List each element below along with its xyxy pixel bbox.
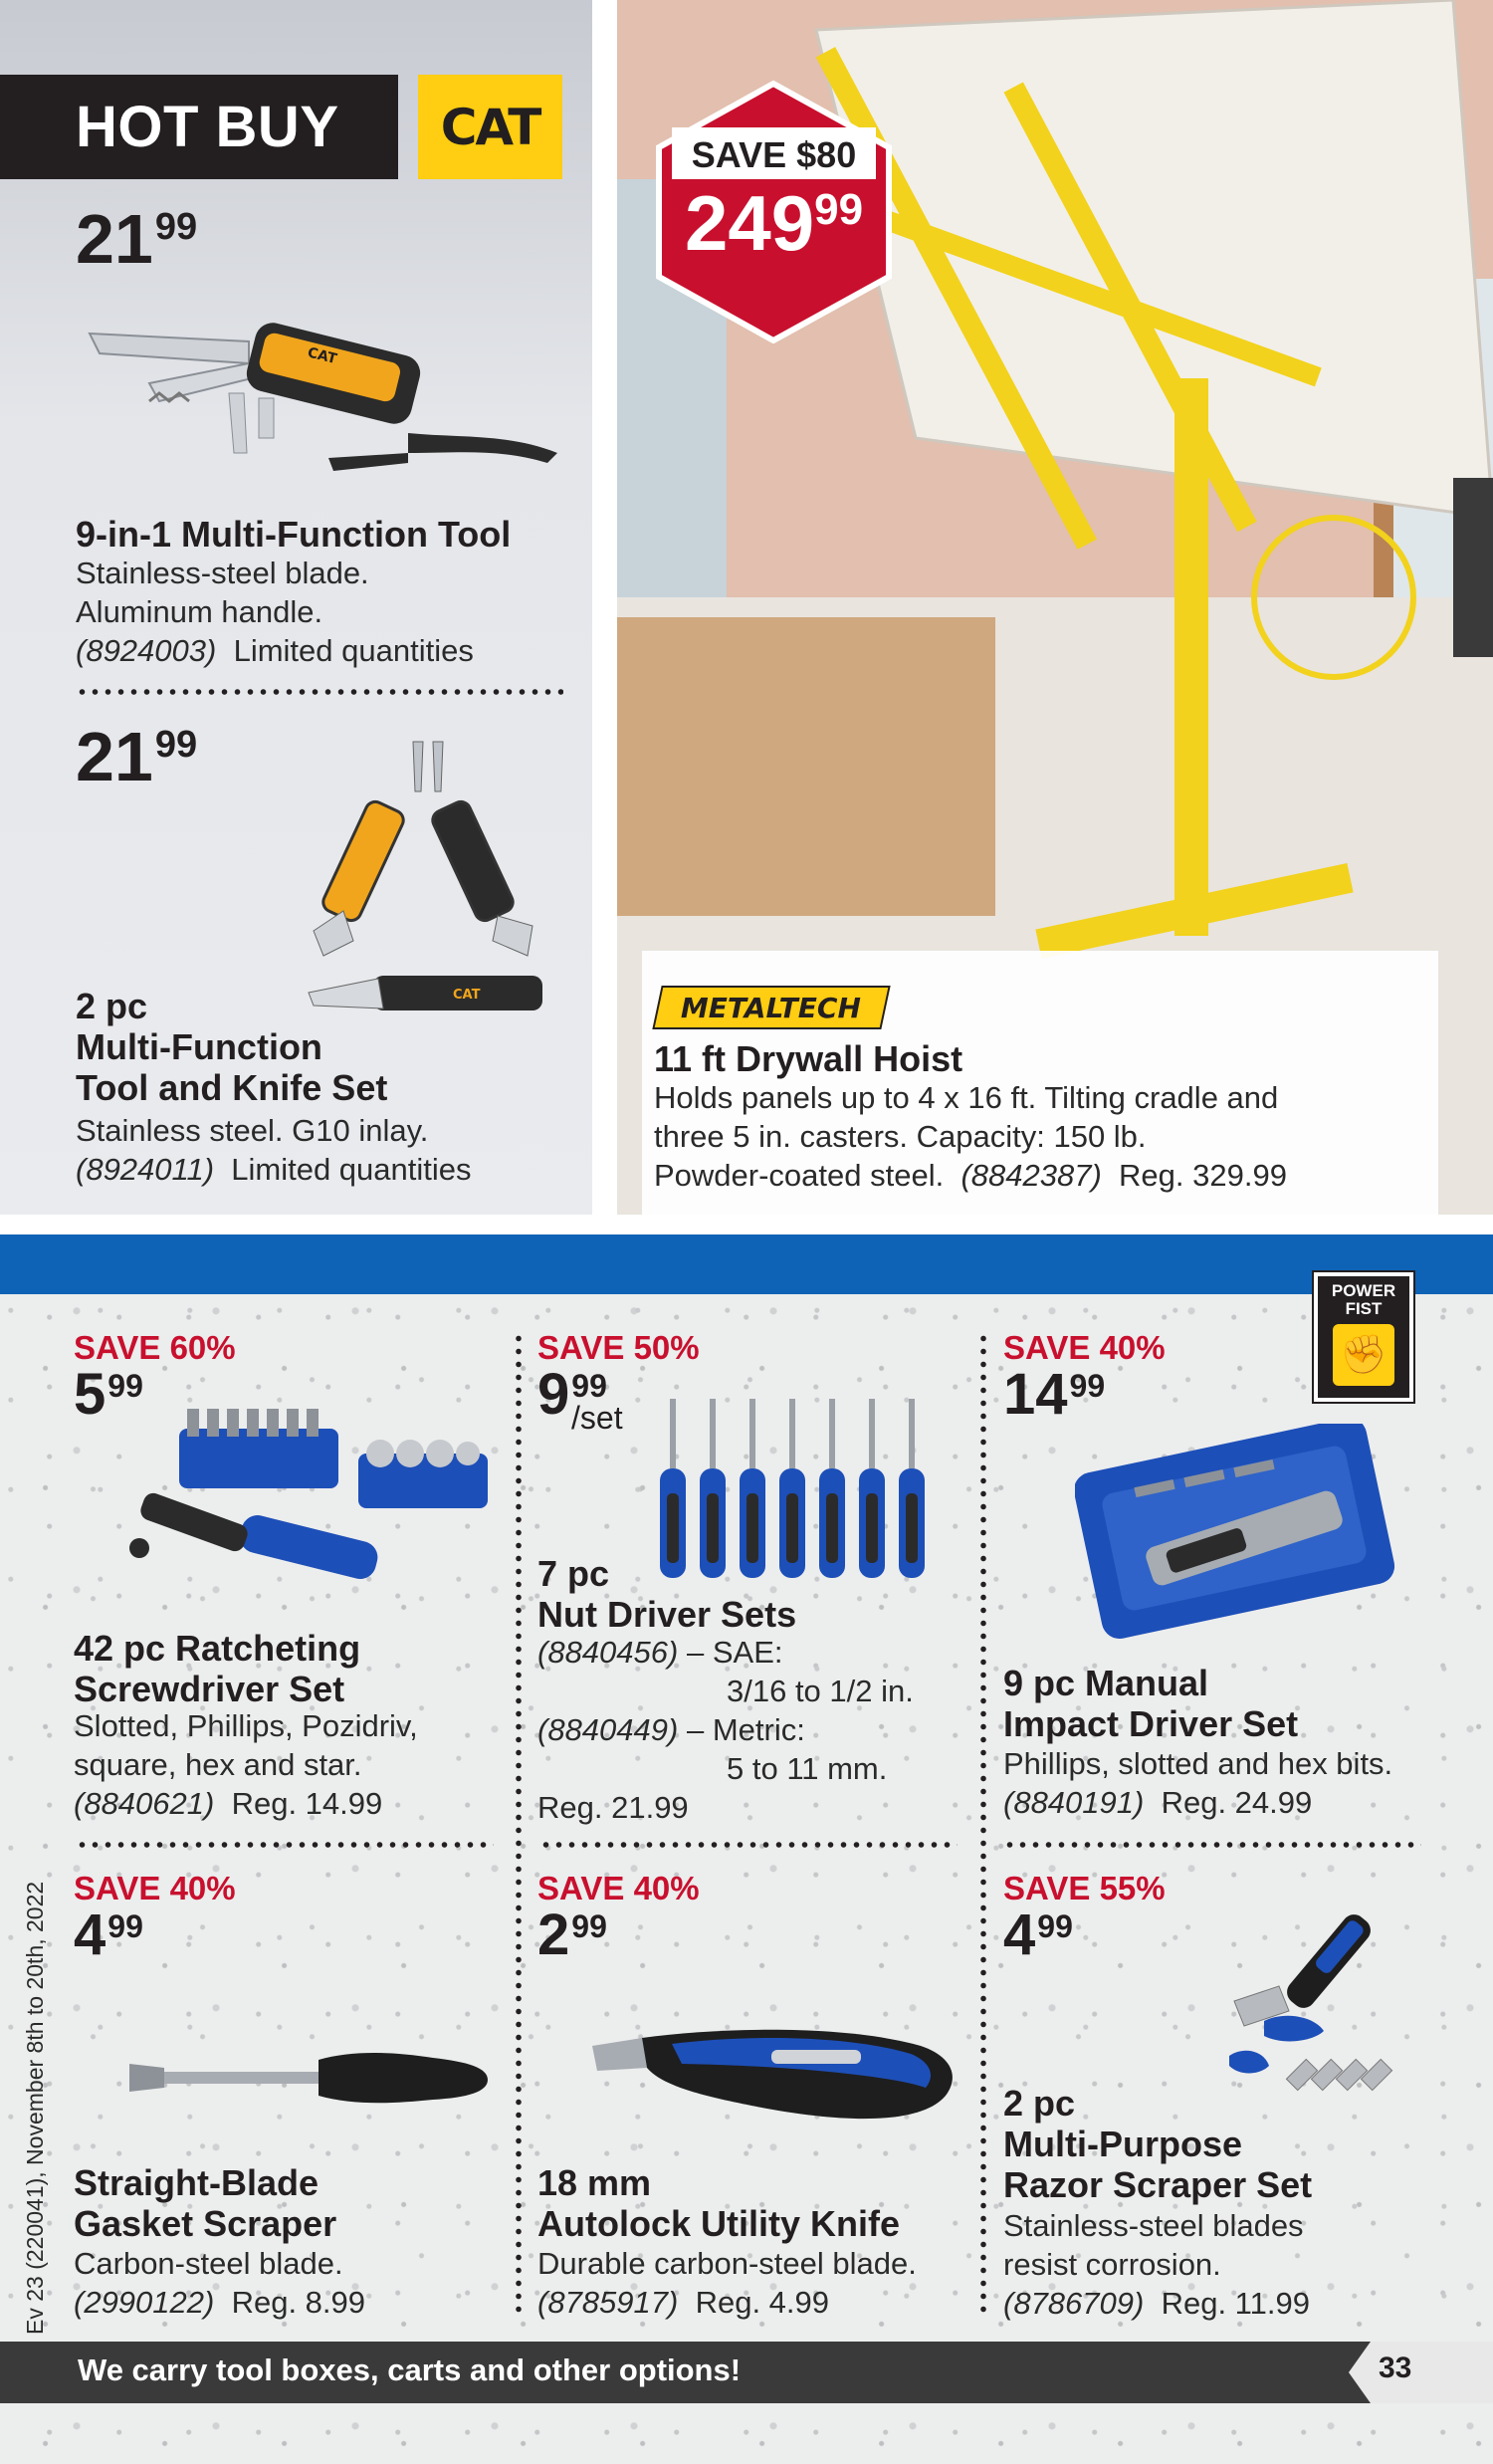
spec-value: 5 to 11 mm.: [727, 1751, 888, 1786]
sku: (8924011): [76, 1152, 215, 1187]
regular-price: Reg. 24.99: [1161, 1785, 1313, 1820]
product-title: [537, 2162, 900, 2244]
desc-line: Aluminum handle.: [76, 594, 323, 629]
title-line: 2 pc: [76, 986, 148, 1026]
price-dollars: 249: [684, 179, 815, 267]
sku: (8840191): [1003, 1785, 1145, 1820]
title-line: 9 pc Manual: [1003, 1663, 1209, 1703]
sku-line: [537, 2283, 917, 2322]
price-tag: [1003, 1362, 1106, 1427]
metaltech-logo-text: METALTECH: [681, 991, 862, 1024]
product-title: [74, 1628, 360, 1709]
product-description: [1003, 1744, 1392, 1822]
title-line: Autolock Utility Knife: [537, 2203, 901, 2244]
logo-line: FIST: [1345, 1299, 1383, 1318]
fist-icon: ✊: [1333, 1324, 1394, 1386]
price-cents: 99: [571, 1368, 607, 1404]
power-fist-text: [1332, 1282, 1395, 1318]
sku-line: [76, 631, 474, 670]
save-label: SAVE 55%: [1003, 1870, 1166, 1906]
desc-line: resist corrosion.: [1003, 2247, 1221, 2282]
desc-line: Phillips, slotted and hex bits.: [1003, 1746, 1393, 1781]
desc-line: Stainless steel. G10 inlay.: [76, 1113, 429, 1148]
power-fist-logo: [1314, 1272, 1413, 1402]
desc-line: Carbon-steel blade.: [74, 2246, 343, 2281]
badge-save-text: SAVE $80: [691, 134, 857, 175]
dotted-divider: [76, 1842, 494, 1848]
dotted-divider-vertical: [980, 1332, 986, 2318]
price-dollars: 4: [1003, 1903, 1036, 1967]
price-cents: 99: [107, 1908, 143, 1944]
price-dollars: 21: [76, 718, 153, 795]
price-dollars: 21: [76, 200, 153, 278]
dotted-divider: [1003, 1842, 1421, 1848]
page-number-tab: [1349, 2342, 1493, 2403]
title-line: 2 pc: [1003, 2083, 1076, 2124]
product-title: [76, 986, 387, 1108]
sku-line: [74, 2283, 365, 2322]
regular-price: Reg. 329.99: [1119, 1158, 1287, 1193]
dotted-divider-vertical: [516, 1332, 522, 2318]
event-date-text: Ev 23 (220041), November 8th to 20th, 2022: [22, 1881, 48, 2335]
price-dollars: 4: [74, 1903, 107, 1967]
sku: (8840621): [74, 1786, 215, 1821]
title-line: Tool and Knife Set: [76, 1067, 388, 1108]
title-line: 42 pc Ratcheting: [74, 1628, 361, 1669]
price-dollars: 5: [74, 1362, 107, 1427]
product-description: [537, 2244, 917, 2322]
title-line: Screwdriver Set: [74, 1669, 345, 1709]
price-tag: [76, 200, 198, 278]
product-title: [1003, 2083, 1312, 2205]
title-line: 7 pc: [537, 1553, 610, 1594]
title-line: Impact Driver Set: [1003, 1703, 1299, 1744]
sku: (8840456): [537, 1635, 679, 1670]
spec-label: SAE:: [712, 1635, 783, 1670]
save-label: SAVE 40%: [74, 1870, 236, 1906]
title-line: Nut Driver Sets: [537, 1594, 797, 1635]
spec-value: 3/16 to 1/2 in.: [727, 1674, 914, 1708]
regular-price: Reg. 14.99: [231, 1786, 383, 1821]
dotted-divider: [76, 689, 563, 695]
product-title: [74, 2162, 336, 2244]
razor-scraper-set-image: [1224, 1902, 1413, 2101]
sku-line: [1003, 1783, 1392, 1822]
save-label: SAVE 40%: [537, 1870, 700, 1906]
sku-line: [654, 1156, 1287, 1195]
badge-price: [652, 179, 896, 267]
desc-line: Holds panels up to 4 x 16 ft. Tilting cradle and: [654, 1080, 1279, 1115]
title-line: 18 mm: [537, 2162, 652, 2203]
desc-line: Powder-coated steel.: [654, 1158, 945, 1193]
sku: (8785917): [537, 2285, 679, 2320]
price-cents: 99: [107, 1368, 143, 1404]
gasket-scraper-image: [124, 2046, 493, 2116]
sku: (8842387): [960, 1158, 1102, 1193]
spec-separator: –: [686, 1635, 705, 1670]
screwdriver-set-image: [119, 1399, 498, 1608]
price-cents: 99: [571, 1908, 607, 1944]
product-description: [76, 554, 474, 670]
cat-logo-text: CAT: [440, 98, 540, 156]
price-tag: [537, 1362, 623, 1436]
sku-line: [76, 1150, 472, 1189]
price-unit: /set: [571, 1400, 623, 1436]
regular-price: Reg. 8.99: [231, 2285, 366, 2320]
product-title: 11 ft Drywall Hoist: [654, 1038, 963, 1079]
multi-tool-knife-image: [304, 732, 552, 1020]
desc-line: three 5 in. casters. Capacity: 150 lb.: [654, 1119, 1147, 1154]
metaltech-brand-logo: [652, 986, 890, 1029]
price-dollars: 14: [1003, 1362, 1068, 1427]
price-tag: [74, 1903, 143, 1967]
product-description: [74, 2244, 365, 2322]
limited-note: Limited quantities: [233, 633, 474, 668]
title-line: Straight-Blade: [74, 2162, 320, 2203]
regular-price: Reg. 11.99: [1161, 2286, 1310, 2321]
footer-message: We carry tool boxes, carts and other options!: [78, 2352, 742, 2387]
blue-divider-bar: [0, 1234, 1493, 1294]
product-description: [654, 1078, 1287, 1195]
price-dollars: 9: [537, 1362, 570, 1427]
svg-text:CAT: CAT: [306, 344, 338, 368]
product-specs: [537, 1633, 965, 1827]
product-description: [1003, 2206, 1310, 2323]
price-cents: 99: [814, 185, 864, 234]
price-tag: [1003, 1903, 1073, 1967]
save-price-badge: [652, 80, 896, 343]
spec-row: [537, 1633, 965, 1672]
product-title: [1003, 1663, 1298, 1744]
price-cents: 99: [1037, 1908, 1073, 1944]
desc-line: Stainless-steel blades: [1003, 2208, 1304, 2243]
price-cents: 99: [154, 724, 198, 766]
title-line: Gasket Scraper: [74, 2203, 337, 2244]
price-cents: 99: [1069, 1368, 1106, 1404]
regular-price: Reg. 21.99: [537, 1790, 689, 1825]
sku: (8924003): [76, 633, 217, 668]
price-dollars: 2: [537, 1903, 570, 1967]
save-label: SAVE 50%: [537, 1329, 700, 1366]
product-description: [74, 1706, 418, 1823]
multi-tool-image: [80, 314, 567, 483]
spec-label: Metric:: [712, 1712, 805, 1747]
logo-line: POWER: [1331, 1281, 1396, 1300]
price-cents: 99: [154, 206, 198, 248]
desc-line: Durable carbon-steel blade.: [537, 2246, 917, 2281]
utility-knife-image: [592, 2016, 960, 2145]
dotted-divider: [539, 1842, 958, 1848]
limited-note: Limited quantities: [231, 1152, 472, 1187]
regular-price: Reg. 4.99: [695, 2285, 830, 2320]
save-label: SAVE 60%: [74, 1329, 236, 1366]
title-line: Multi-Function: [76, 1026, 322, 1067]
spec-separator: –: [686, 1712, 705, 1747]
desc-line: Stainless-steel blade.: [76, 556, 369, 590]
save-label: SAVE 40%: [1003, 1329, 1166, 1366]
title-line: Multi-Purpose: [1003, 2124, 1242, 2164]
sku-line: [74, 1784, 418, 1823]
product-description: [76, 1111, 472, 1189]
svg-text:CAT: CAT: [453, 988, 481, 1003]
price-tag: [76, 718, 198, 795]
impact-driver-set-image: [1075, 1424, 1413, 1643]
price-tag: [537, 1903, 607, 1967]
cat-brand-logo: [418, 75, 562, 179]
sku: (8786709): [1003, 2286, 1145, 2321]
sku: (8840449): [537, 1712, 679, 1747]
sku-line: [1003, 2284, 1310, 2323]
hot-buy-banner: HOT BUY: [0, 75, 398, 179]
title-line: Razor Scraper Set: [1003, 2164, 1313, 2205]
product-title: 9-in-1 Multi-Function Tool: [76, 514, 512, 555]
desc-line: square, hex and star.: [74, 1747, 362, 1782]
product-title: [537, 1553, 796, 1635]
page-number: 33: [1379, 2352, 1412, 2384]
spec-row: [537, 1710, 965, 1749]
sku: (2990122): [74, 2285, 215, 2320]
desc-line: Slotted, Phillips, Pozidriv,: [74, 1708, 418, 1743]
